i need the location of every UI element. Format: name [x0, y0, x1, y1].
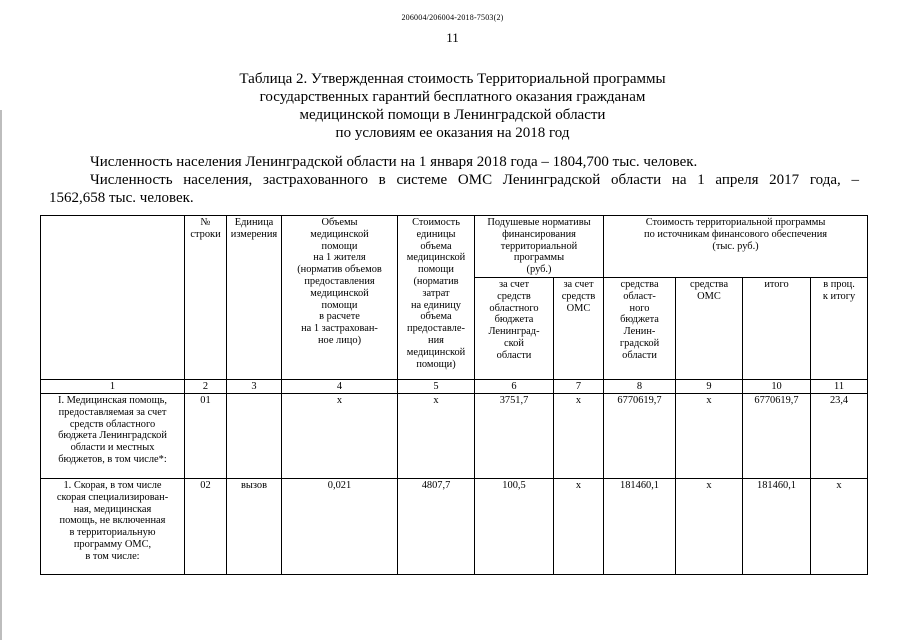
page-edge-shadow: [0, 110, 2, 640]
cost-table: [40, 215, 868, 575]
header-label-col: [41, 216, 185, 380]
page-number: 11: [446, 30, 459, 45]
header-unit-cost: Стоимость единицы объема медицинской помощи (норматив затрат на единицу объема предоставле- ния медицинской помощи): [398, 216, 475, 380]
header-per-capita-group: Подушевые нормативы финансирования территориальной программы (руб.): [475, 216, 604, 278]
row-cell: 100,5: [475, 479, 554, 575]
title-line: по условиям ее оказания на 2018 год: [335, 125, 570, 141]
header-per-capita-oms: за счет средств ОМС: [554, 278, 604, 380]
table-row: [41, 479, 868, 575]
row-cell: 6770619,7: [743, 394, 811, 479]
column-number: 11: [811, 380, 868, 394]
header-cost-total: итого: [743, 278, 811, 380]
header-per-capita-regional: за счет средств областного бюджета Ленинград- ской области: [475, 278, 554, 380]
row-cell: х: [398, 394, 475, 479]
row-cell: 01: [185, 394, 227, 479]
column-number: 8: [604, 380, 676, 394]
row-cell: 0,021: [282, 479, 398, 575]
row-cell: 181460,1: [743, 479, 811, 575]
row-cell: х: [811, 479, 868, 575]
header-cost-oms: средства ОМС: [676, 278, 743, 380]
column-number: 5: [398, 380, 475, 394]
row-cell: 181460,1: [604, 479, 676, 575]
row-cell: 3751,7: [475, 394, 554, 479]
header-cost-pct: в проц. к итогу: [811, 278, 868, 380]
row-cell: х: [554, 394, 604, 479]
population-total: Численность населения Ленинградской области на 1 января 2018 года – 1804,700 тыс. человек.: [90, 154, 698, 170]
column-number: 1: [41, 380, 185, 394]
table-row: [41, 394, 868, 479]
row-cell: х: [282, 394, 398, 479]
column-number: 4: [282, 380, 398, 394]
title-line: Таблица 2. Утвержденная стоимость Территориальной программы: [239, 71, 666, 87]
column-number: 10: [743, 380, 811, 394]
column-number: 2: [185, 380, 227, 394]
header-volume: Объемы медицинской помощи на 1 жителя (норматив объемов предоставления медицинской помощи в расчете на 1 застрахован- ное лицо): [282, 216, 398, 380]
row-label: I. Медицинская помощь, предоставляемая за счет средств областного бюджета Ленинградской области и местных бюджетов, в том числе*:: [41, 394, 185, 479]
row-cell: [227, 394, 282, 479]
row-cell: 4807,7: [398, 479, 475, 575]
row-cell: вызов: [227, 479, 282, 575]
row-label: 1. Скорая, в том числе скорая специализирован- ная, медицинская помощь, не включенная в территориальную программу ОМС, в том числе:: [41, 479, 185, 575]
row-cell: х: [554, 479, 604, 575]
table-title: [0, 70, 905, 142]
population-insured: Численность населения, застрахованного в системе ОМС Ленинградской области на 1 апреля 2017 года, –: [90, 172, 859, 188]
row-cell: 02: [185, 479, 227, 575]
row-cell: х: [676, 479, 743, 575]
population-insured-value: 1562,658 тыс. человек.: [49, 190, 194, 206]
row-cell: 6770619,7: [604, 394, 676, 479]
title-line: государственных гарантий бесплатного оказания гражданам: [259, 89, 646, 105]
column-number: 7: [554, 380, 604, 394]
header-cost-group: Стоимость территориальной программы по источникам финансового обеспечения (тыс. руб.): [604, 216, 868, 278]
document-id: 206004/206004-2018-7503(2): [401, 13, 504, 22]
header-cost-regional: средства област- ного бюджета Ленин- градской области: [604, 278, 676, 380]
column-number: 6: [475, 380, 554, 394]
header-unit: Единица измерения: [227, 216, 282, 380]
row-cell: 23,4: [811, 394, 868, 479]
row-cell: х: [676, 394, 743, 479]
column-number: 9: [676, 380, 743, 394]
column-number-row: [41, 380, 868, 394]
header-row-no: № строки: [185, 216, 227, 380]
column-number: 3: [227, 380, 282, 394]
title-line: медицинской помощи в Ленинградской области: [299, 107, 606, 123]
header-row-1: [41, 216, 868, 278]
